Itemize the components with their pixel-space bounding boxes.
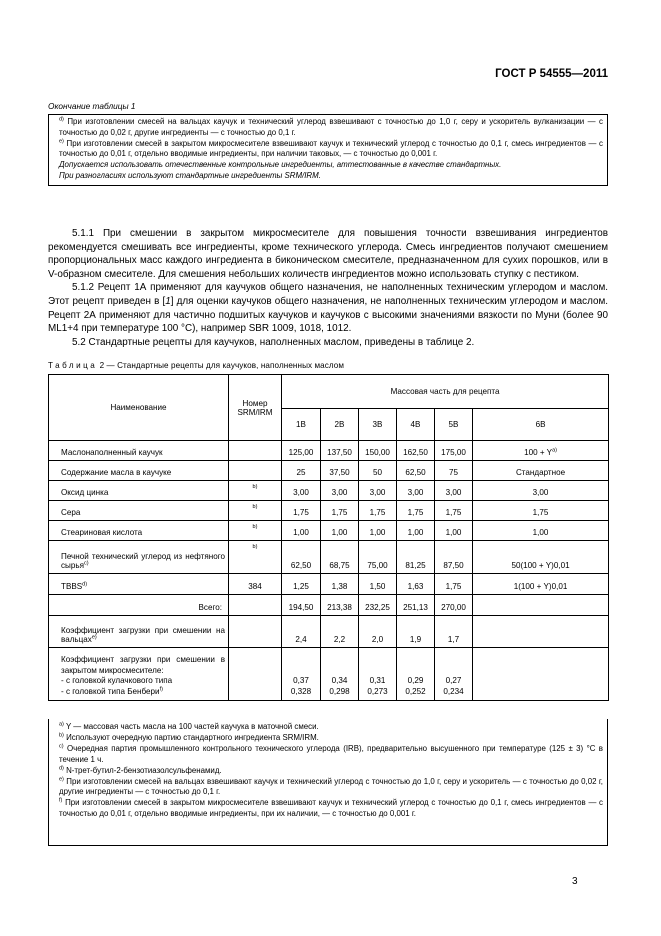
table2-recipes [48,374,609,701]
table1-footnotes [48,114,608,186]
header-name: Наименование [49,375,229,441]
table1-note-domestic: Допускается использовать отечественные контрольные ингредиенты, аттестованные в качестве стандартных. [59,160,502,170]
table2-footnote-d: $^{d)}$ N-трет-бутил-2-бензотиазолсульфенамид. [59,765,222,775]
paragraph-5-2: 5.2 Стандартные рецепты для каучуков, наполненных маслом, приведены в таблице 2. [72,336,475,348]
table2-footnote-b: $^{b)}$ Используют очередную партию стандартного ингредиента SRM/IRM. [59,732,319,742]
body-text [48,227,608,349]
table-row-total: Всего: 194,50 213,38 232,25 251,13 270,00 [49,595,609,616]
page-number: 3 [572,876,578,887]
bibliography-ref: 1 [165,295,171,307]
table2-footnote-a: $^{a)}$ Y — массовая часть масла на 100 частей каучука в маточной смеси. [59,721,319,731]
header-mass-part: Массовая часть для рецепта [282,375,609,409]
header-col-5b: 5В [435,409,473,441]
table-row: Печной технический углерод из нефтяного сырья$^{c)}$ b) 62,50 68,75 75,00 81,25 87,50 50(100 + Y)0,01 [49,541,609,574]
header-col-2b: 2В [321,409,359,441]
table-row: Оксид цинка b) 3,00 3,00 3,00 3,00 3,00 3,00 [49,481,609,501]
table2-footnotes [48,719,608,846]
table-row: Сера b) 1,75 1,75 1,75 1,75 1,75 1,75 [49,501,609,521]
table-row: Содержание масла в каучуке 25 37,50 50 62,50 75 Стандартное [49,461,609,481]
header-col-3b: 3В [359,409,397,441]
table2-footnote-c: $^{c)}$ Очередная партия промышленного контрольного технического углерода (IRB), предварительно высушенного при температуре (125 ± 3) °С в течение 1 ч. [59,743,603,764]
table-row: Стеариновая кислота b) 1,00 1,00 1,00 1,00 1,00 1,00 [49,521,609,541]
table1-footnote-d: $^{d)}$ При изготовлении смесей на вальцах каучук и технический углерод взвешивают с точностью до 1,0 г, серу и ускоритель вулканизации — с точностью до 0,02 г, другие ингредиенты — с точностью до 0,1 г. [59,116,603,137]
table-row-mixer-coefficient: Коэффициент загрузки при смешении в закрытом микросмесителе: - с головкой кулачкового типа - с головкой типа Бенбери$^{f)}$ 0,37 0,328 0,34 0,298 0,31 0,273 0,29 0,252 0,27 0,234 [49,648,609,701]
table-row-mill-coefficient: Коэффициент загрузки при смешении на вальцах$^{e)}$ 2,4 2,2 2,0 1,9 1,7 [49,616,609,648]
table2-footnote-f: $^{f)}$ При изготовлении смесей в закрытом микросмесителе взвешивают каучук и технический углерод с точностью до 0,1 г, смесь ингредиентов — с точностью до 0,01 г, отдельно вводимые ингредиенты, при их наличии, — с точностью до 0,001 г. [59,797,603,819]
header-col-6b: 6В [473,409,609,441]
document-standard-header: ГОСТ Р 54555—2011 [495,68,608,80]
table2-footnote-e: $^{e)}$ При изготовлении смесей на вальцах взвешивают каучук и технический углерод с точностью до 1,0 г, серу и ускоритель — с точностью до 0,02 г, другие ингредиенты — с точностью до 0,1 г. [59,775,603,797]
header-col-4b: 4В [397,409,435,441]
paragraph-5-1-1: 5.1.1 При смешении в закрытом микросмесителе для повышения точности взвешивания ингредиентов рекомендуется смешивать все ингредиенты, кроме технического углерода. Смесь ингредиентов получают смешением пропорциональных масс каждого ингредиента в биконическом смесителе, предназначенном для сухих порошков, или в V-образном смесителе. Для смешения небольших количеств ингредиентов можно использовать ступку с пестиком. [48,228,608,280]
table1-note-disputes: При разногласиях используют стандартные ингредиенты SRM/IRM. [59,170,321,180]
table1-footnote-e: $^{e)}$ При изготовлении смесей в закрытом микросмесителе взвешивают каучук и технический углерод с точностью до 0,1 г, смесь ингредиентов — с точностью до 0,01 г, отдельно вводимые ингредиенты, при наличии таковых, — с точностью до 0,001 г. [59,137,603,159]
table-row: TBBS$^{d)}$ 384 1,25 1,38 1,50 1,63 1,75 1(100 + Y)0,01 [49,574,609,595]
table-row: Маслонаполненный каучук 125,00 137,50 150,00 162,50 175,00 $100 + Y^{a)}$ [49,441,609,461]
header-number: Номер SRM/IRM [229,375,282,441]
paragraph-5-1-2: 5.1.2 Рецепт 1А применяют для каучуков общего назначения, не наполненных техническим углеродом и маслом. Этот рецепт приведен в [1] для оценки каучуков общего назначения, не наполненных техническим углеродом и маслом. Рецепт 2А применяют для частично подшитых каучуков и каучуков с высокими значениями вязкости по Муни (более 90 ML1+4 при температуре 100 °С), например SBR 1009, 1018, 1012. [48,282,609,335]
table2-caption: Таблица 2 — Стандартные рецепты для каучуков, наполненных маслом [48,361,345,370]
table1-continuation-caption: Окончание таблицы 1 [48,101,136,111]
header-col-1b: 1В [282,409,321,441]
